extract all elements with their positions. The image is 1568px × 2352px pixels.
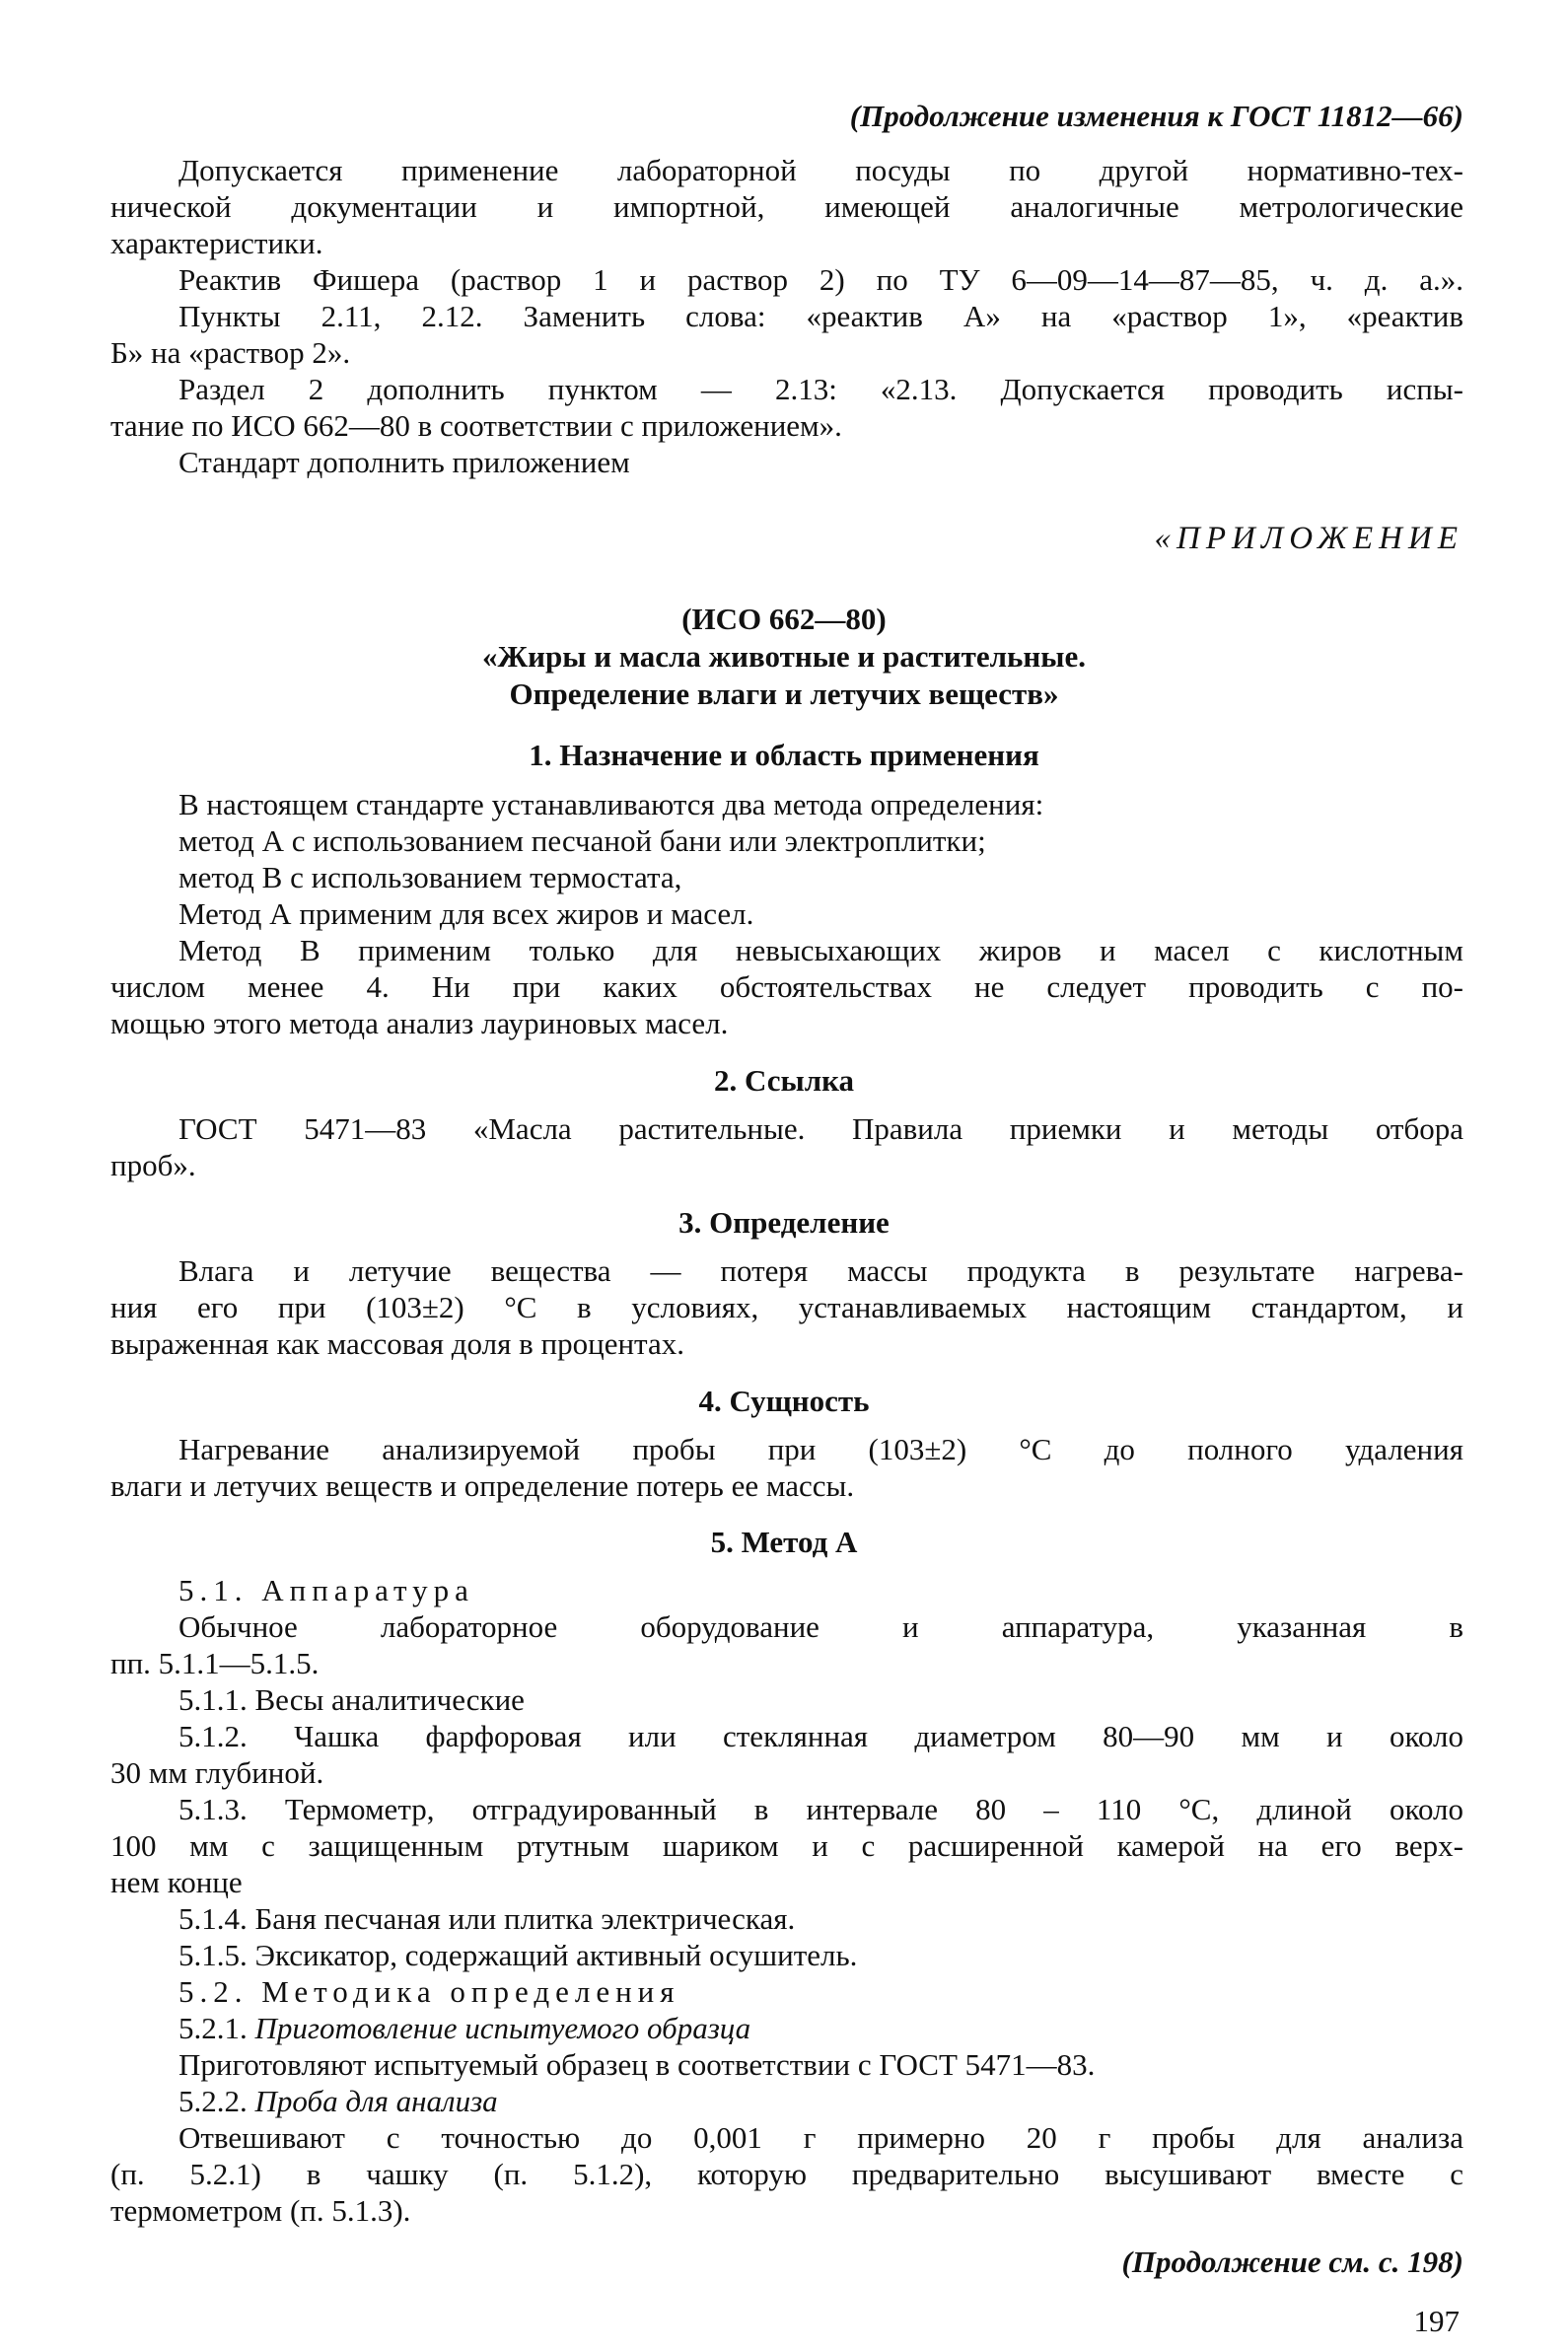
- clause-5-1-3-line2: 100 мм с защищенным ртутным шариком и с расширенной камерой на его верх-: [110, 1828, 1463, 1863]
- intro-p1-line1: Допускается применение лабораторной посуды по другой нормативно-тех-: [178, 153, 1463, 187]
- clause-5-1-text-line1: Обычное лабораторное оборудование и аппаратура, указанная в: [178, 1609, 1463, 1644]
- clause-5-2-2-title: Проба для анализа: [254, 2084, 498, 2118]
- appendix-label: «ПРИЛОЖЕНИЕ: [1154, 521, 1463, 556]
- clause-5-2-2: [178, 2084, 498, 2119]
- clause-5-2-1-number: 5.2.1.: [178, 2011, 248, 2045]
- section-1-pb-line1: Метод В применим только для невысыхающих жиров и масел с кислотным: [178, 933, 1463, 967]
- intro-p3-line2: Б» на «раствор 2».: [110, 335, 351, 370]
- clause-5-2-1-title: Приготовление испытуемого образца: [254, 2011, 751, 2045]
- section-3-line2: ния его при (103±2) °С в условиях, устанавливаемых настоящим стандартом, и: [110, 1290, 1463, 1324]
- clause-5-1-4: 5.1.4. Баня песчаная или плитка электрическая.: [178, 1901, 796, 1936]
- appendix-title-line2: Определение влаги и летучих веществ»: [509, 677, 1059, 711]
- section-1-line2: метод А с использованием песчаной бани или электроплитки;: [178, 823, 986, 858]
- section-1-line4: Метод А применим для всех жиров и масел.: [178, 896, 754, 931]
- intro-p1-line2: нической документации и импортной, имеющей аналогичные метрологические: [110, 189, 1463, 224]
- section-2-heading: 2. Ссылка: [713, 1063, 854, 1098]
- clause-5-1-3-line3: нем конце: [110, 1865, 243, 1899]
- section-2-line2: проб».: [110, 1148, 196, 1182]
- section-2-line1: ГОСТ 5471—83 «Масла растительные. Правила приемки и методы отбора: [178, 1111, 1463, 1146]
- clause-5-2-1-text: Приготовляют испытуемый образец в соответствии с ГОСТ 5471—83.: [178, 2047, 1096, 2082]
- intro-p2: Реактив Фишера (раствор 1 и раствор 2) по ТУ 6—09—14—87—85, ч. д. а.».: [178, 262, 1463, 297]
- intro-p4-line1: Раздел 2 дополнить пунктом — 2.13: «2.13. Допускается проводить испы-: [178, 372, 1463, 406]
- intro-p1-line3: характеристики.: [110, 226, 323, 260]
- section-4-line1: Нагревание анализируемой пробы при (103±2) °С до полного удаления: [178, 1432, 1463, 1466]
- clause-5-1-text-line2: пп. 5.1.1—5.1.5.: [110, 1646, 320, 1680]
- clause-5-2: 5.2. Методика определения: [178, 1974, 680, 2009]
- section-3-heading: 3. Определение: [678, 1205, 890, 1240]
- section-1-line3: метод В с использованием термостата,: [178, 860, 682, 894]
- clause-5-1-2-line1: 5.1.2. Чашка фарфоровая или стеклянная диаметром 80—90 мм и около: [178, 1719, 1463, 1753]
- header-continuation: (Продолжение изменения к ГОСТ 11812—66): [849, 99, 1463, 133]
- clause-5-2-2-text-line1: Отвешивают с точностью до 0,001 г примерно 20 г пробы для анализа: [178, 2120, 1463, 2155]
- section-4-line2: влаги и летучих веществ и определение потерь ее массы.: [110, 1468, 855, 1503]
- intro-p4-line2: тание по ИСО 662—80 в соответствии с приложением».: [110, 408, 842, 443]
- footer-continued: (Продолжение см. с. 198): [1121, 2245, 1463, 2279]
- clause-5-2-2-number: 5.2.2.: [178, 2084, 248, 2118]
- appendix-code: (ИСО 662—80): [681, 602, 887, 636]
- intro-p3-line1: Пункты 2.11, 2.12. Заменить слова: «реактив А» на «раствор 1», «реактив: [178, 299, 1463, 333]
- clause-5-1-3-line1: 5.1.3. Термометр, отградуированный в интервале 80 – 110 °С, длиной около: [178, 1792, 1463, 1826]
- section-4-heading: 4. Сущность: [698, 1384, 870, 1418]
- clause-5-2-1: [178, 2011, 750, 2046]
- page-number: 197: [1413, 2304, 1460, 2338]
- intro-p5: Стандарт дополнить приложением: [178, 445, 630, 479]
- section-5-heading: 5. Метод А: [710, 1525, 858, 1559]
- clause-5-1-5: 5.1.5. Эксикатор, содержащий активный осушитель.: [178, 1938, 858, 1972]
- section-1-heading: 1. Назначение и область применения: [529, 738, 1039, 772]
- section-1-pb-line2: числом менее 4. Ни при каких обстоятельствах не следует проводить с по-: [110, 969, 1463, 1004]
- clause-5-1-2-line2: 30 мм глубиной.: [110, 1755, 324, 1790]
- section-1-pb-line3: мощью этого метода анализ лауриновых масел.: [110, 1006, 729, 1040]
- section-1-line1: В настоящем стандарте устанавливаются два метода определения:: [178, 787, 1044, 821]
- appendix-title-line1: «Жиры и масла животные и растительные.: [482, 639, 1086, 674]
- clause-5-1-1: 5.1.1. Весы аналитические: [178, 1682, 525, 1717]
- clause-5-1: 5.1. Аппаратура: [178, 1573, 474, 1607]
- section-3-line3: выраженная как массовая доля в процентах.: [110, 1326, 684, 1361]
- section-3-line1: Влага и летучие вещества — потеря массы продукта в результате нагрева-: [178, 1253, 1463, 1288]
- clause-5-2-2-text-line2: (п. 5.2.1) в чашку (п. 5.1.2), которую предварительно высушивают вместе с: [110, 2157, 1463, 2191]
- clause-5-2-2-text-line3: термометром (п. 5.1.3).: [110, 2193, 411, 2228]
